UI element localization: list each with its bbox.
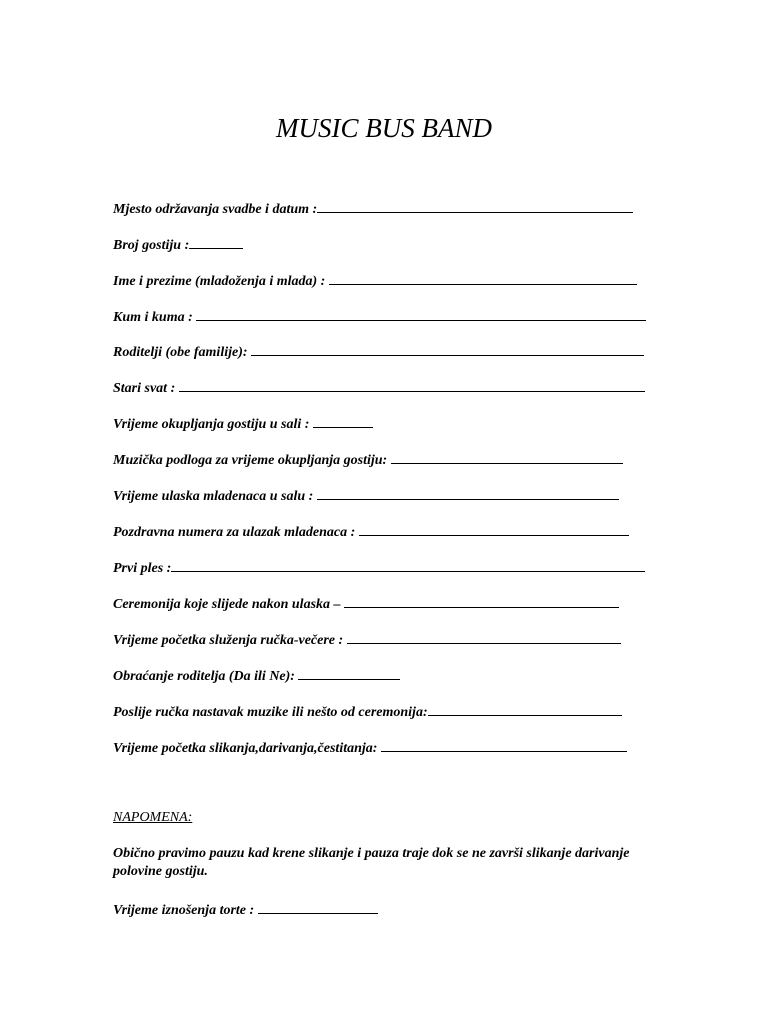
form-field-gathering-music <box>113 450 623 470</box>
field-label: Muzička podloga za vrijeme okupljanja gostiju: <box>113 453 388 468</box>
field-label: Vrijeme ulaska mladenaca u salu : <box>113 489 314 504</box>
form-field-parents-speech <box>113 666 400 686</box>
form-field-cake-time <box>113 900 378 920</box>
fill-in-line[interactable] <box>317 486 619 500</box>
field-label: Roditelji (obe familije): <box>113 345 248 360</box>
fill-in-line[interactable] <box>189 235 243 249</box>
fill-in-line[interactable] <box>179 378 645 392</box>
form-field-entrance-time <box>113 486 619 506</box>
form-field-entrance-song <box>113 522 629 542</box>
field-label: Kum i kuma : <box>113 310 193 325</box>
field-label: Prvi ples : <box>113 561 172 576</box>
fill-in-line[interactable] <box>258 900 378 914</box>
document-title: MUSIC BUS BAND <box>276 113 492 143</box>
form-field-first-dance <box>113 558 645 578</box>
field-label: Obraćanje roditelja (Da ili Ne): <box>113 669 295 684</box>
field-label: Pozdravna numera za ulazak mladenaca : <box>113 525 356 540</box>
field-label: Vrijeme početka služenja ručka-večere : <box>113 633 344 648</box>
form-field-stari-svat <box>113 378 645 398</box>
fill-in-line[interactable] <box>171 558 645 572</box>
field-label: Poslije ručka nastavak muzike ili nešto od ceremonija: <box>113 705 428 720</box>
form-field-guest-count <box>113 235 243 255</box>
form-field-best-man <box>113 307 646 327</box>
fill-in-line[interactable] <box>391 450 623 464</box>
fill-in-line[interactable] <box>381 738 627 752</box>
fill-in-line[interactable] <box>347 630 621 644</box>
form-field-bride-groom <box>113 271 637 291</box>
fill-in-line[interactable] <box>329 271 637 285</box>
field-label: Mjesto održavanja svadbe i datum : <box>113 202 318 217</box>
field-label: Vrijeme početka slikanja,darivanja,čestitanja: <box>113 741 378 756</box>
fill-in-line[interactable] <box>196 307 646 321</box>
form-field-parents <box>113 342 644 362</box>
field-label: Ime i prezime (mladoženja i mlada) : <box>113 274 326 289</box>
fill-in-line[interactable] <box>298 666 400 680</box>
fill-in-line[interactable] <box>344 594 619 608</box>
field-label: Broj gostiju : <box>113 238 190 253</box>
form-field-venue-date <box>113 199 633 219</box>
fill-in-line[interactable] <box>317 199 633 213</box>
fill-in-line[interactable] <box>428 702 622 716</box>
fill-in-line[interactable] <box>359 522 629 536</box>
fill-in-line[interactable] <box>313 414 373 428</box>
form-field-ceremonies <box>113 594 619 614</box>
field-label: Vrijeme iznošenja torte : <box>113 903 255 918</box>
field-label: Ceremonija koje slijede nakon ulaska – <box>113 597 341 612</box>
form-field-meal-time <box>113 630 621 650</box>
field-label: Stari svat : <box>113 381 176 396</box>
field-label: Vrijeme okupljanja gostiju u sali : <box>113 417 310 432</box>
form-field-after-meal <box>113 702 622 722</box>
form-field-gathering-time <box>113 414 373 434</box>
note-text: Obično pravimo pauzu kad krene slikanje i pauza traje dok se ne završi slikanje darivanje polovine gostiju. <box>113 846 630 879</box>
fill-in-line[interactable] <box>251 342 644 356</box>
note-heading: NAPOMENA: <box>113 810 193 825</box>
form-field-photos-gifts <box>113 738 627 758</box>
